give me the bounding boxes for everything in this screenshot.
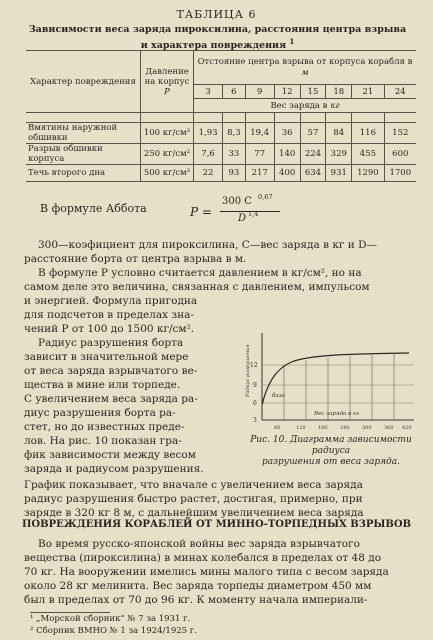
row-value: 1700 xyxy=(384,165,416,182)
distance-cell: 6 xyxy=(223,85,246,99)
row-value: 8,3 xyxy=(223,123,246,144)
weight-header xyxy=(194,99,417,113)
text-line: расстояние борта от центра взрыва в м. xyxy=(24,253,247,265)
col-header-pressure-symbol: P xyxy=(164,86,170,97)
y-tick-label: 12 xyxy=(250,362,258,369)
row-value: 600 xyxy=(384,144,416,165)
row-value: 93 xyxy=(223,165,246,182)
distance-cell: 21 xyxy=(352,85,384,99)
text-line: для подсчетов в пределах зна- xyxy=(24,309,194,321)
text-line: стет, но до известных преде- xyxy=(24,421,185,433)
row-value: 7,6 xyxy=(194,144,223,165)
row-value: 329 xyxy=(326,144,352,165)
radius-weight-diagram xyxy=(244,325,419,435)
row-value: 19,4 xyxy=(245,123,274,144)
row-value: 634 xyxy=(300,165,326,182)
distance-cell: 9 xyxy=(245,85,274,99)
footnote-rule xyxy=(30,612,110,613)
text-line: был в пределах от 70 до 96 кг. К моменту начала империали- xyxy=(24,594,368,606)
table-row xyxy=(26,165,416,182)
row-value: 224 xyxy=(300,144,326,165)
row-value: 33 xyxy=(223,144,246,165)
figure-caption-line1: Рис. 10. Диаграмма зависимости радиуса xyxy=(250,435,412,456)
x-tick-label: 60 xyxy=(274,425,281,431)
row-value: 22 xyxy=(194,165,223,182)
y-tick-label: 6 xyxy=(253,400,257,407)
text-line: диус разрушения борта ра- xyxy=(24,407,176,419)
x-tick-label: 120 xyxy=(296,425,306,431)
row-label: Вмятины наружной обшивки xyxy=(26,123,141,144)
row-value: 400 xyxy=(274,165,300,182)
formula-lhs: P = xyxy=(190,205,212,219)
footnote-1: ¹ „Морской сборник“ № 7 за 1931 г. xyxy=(30,614,191,624)
row-pressure: 250 кг/см² xyxy=(141,144,194,165)
text-line: вещества (пироксилина) в минах колебался в пределах от 48 до xyxy=(24,552,382,564)
figure-caption-line2: разрушения от веса заряда. xyxy=(262,457,400,467)
col-header-distance-text: Отстояние центра взрыва от корпуса корабля в xyxy=(197,56,413,67)
distance-cell: 3 xyxy=(194,85,223,99)
col-header-distance-unit: м xyxy=(301,67,309,78)
formula-den-exp: 1,4 xyxy=(248,210,259,218)
data-table xyxy=(26,50,416,182)
section-title: ПОВРЕЖДЕНИЯ КОРАБЛЕЙ ОТ МИННО-ТОРПЕДНЫХ ВЗРЫВОВ xyxy=(21,519,412,530)
abbott-formula xyxy=(190,193,310,230)
row-value: 140 xyxy=(274,144,300,165)
weight-header-unit: кг xyxy=(330,100,340,111)
table-title: ТАБЛИЦА 6 xyxy=(176,8,257,21)
row-value: 152 xyxy=(384,123,416,144)
text-line: 300—коэфициент для пироксилина, C—вес заряда в кг и D— xyxy=(38,239,377,251)
text-line: С увеличением веса заряда ра- xyxy=(24,393,198,405)
formula-intro: В формуле Аббота xyxy=(40,202,147,215)
row-value: 116 xyxy=(352,123,384,144)
col-header-damage: Характер повреждения xyxy=(26,51,141,113)
x-tick-label: 300 xyxy=(362,425,372,431)
table-caption-line1: Зависимости веса заряда пироксилина, расстояния центра взрыва xyxy=(28,24,407,35)
text-line: 70 кг. На вооружении имелись мины малого типа с весом заряда xyxy=(24,566,389,578)
x-tick-label: 360 xyxy=(384,425,394,431)
text-line: и энергией. Формула пригодна xyxy=(24,295,198,307)
row-pressure: 100 кг/см² xyxy=(141,123,194,144)
y-axis-label: Радиус разрушения xyxy=(245,344,251,397)
row-value: 84 xyxy=(326,123,352,144)
distance-cell: 18 xyxy=(326,85,352,99)
text-line: лов. На рис. 10 показан гра- xyxy=(24,435,182,447)
text-line: Радиус разрушения борта xyxy=(38,337,184,349)
row-value: 57 xyxy=(300,123,326,144)
text-line: заряда и радиусом разрушения. xyxy=(24,463,204,475)
table-caption-footnote: 1 xyxy=(289,37,295,46)
row-pressure: 500 кг/см² xyxy=(141,165,194,182)
text-line: Во время русско-японской войны вес заряда взрывчатого xyxy=(38,538,360,550)
figure-caption xyxy=(236,435,426,468)
formula-numerator: 300 C xyxy=(222,196,252,207)
text-line: от веса заряда взрывчатого ве- xyxy=(24,365,198,377)
distance-cell: 24 xyxy=(384,85,416,99)
row-value: 1,93 xyxy=(194,123,223,144)
text-line: зависит в значительной мере xyxy=(24,351,189,363)
text-line: фик зависимости между весом xyxy=(24,449,196,461)
table-row xyxy=(26,144,416,165)
footnote-2: ² Сборник ВМНО № 1 за 1924/1925 г. xyxy=(30,626,197,636)
text-line: щества в мине или торпеде. xyxy=(24,379,181,391)
col-header-pressure-text: Давление на корпус xyxy=(144,66,190,87)
y-tick-label: 3 xyxy=(253,417,257,424)
x-tick-label: 420 xyxy=(402,425,412,431)
distance-cell: 15 xyxy=(300,85,326,99)
distance-cell: 12 xyxy=(274,85,300,99)
text-line: радиус разрушения быстро растет, достигая, примерно, при xyxy=(24,493,363,505)
x-tick-label: 180 xyxy=(318,425,328,431)
table-caption-line2: и характера повреждения xyxy=(140,40,287,52)
row-label: Течь второго дна xyxy=(26,165,141,182)
base-label: база xyxy=(272,393,285,399)
row-value: 931 xyxy=(326,165,352,182)
formula-denominator: D xyxy=(238,213,247,224)
text-line: График показывает, что вначале с увеличением веса заряда xyxy=(24,479,363,491)
text-line: заряде в 320 кг 8 м, с дальнейшим увеличением веса заряда xyxy=(24,507,364,519)
row-value: 217 xyxy=(245,165,274,182)
table-caption xyxy=(20,24,415,52)
row-value: 36 xyxy=(274,123,300,144)
row-value: 1290 xyxy=(352,165,384,182)
formula-num-exp: 0,67 xyxy=(258,193,273,201)
text-line: около 28 кг мелинита. Вес заряда торпеды диаметром 450 мм xyxy=(24,580,372,592)
row-value: 455 xyxy=(352,144,384,165)
col-header-pressure xyxy=(141,51,194,113)
text-line: чений P от 100 до 1500 кг/см². xyxy=(24,323,195,335)
row-label: Разрыв обшивки корпуса xyxy=(26,144,141,165)
col-header-distance xyxy=(194,51,417,85)
x-tick-label: 240 xyxy=(340,425,350,431)
table-row xyxy=(26,123,416,144)
x-axis-label: Вес заряда в кг xyxy=(314,411,360,417)
row-value: 77 xyxy=(245,144,274,165)
weight-header-text: Вес заряда в xyxy=(270,100,328,111)
text-line: самом деле это величина, связанная с давлением, импульсом xyxy=(24,281,370,293)
y-tick-label: 9 xyxy=(253,382,257,389)
text-line: В формуле P условно считается давлением в кг/см², но на xyxy=(38,267,362,279)
